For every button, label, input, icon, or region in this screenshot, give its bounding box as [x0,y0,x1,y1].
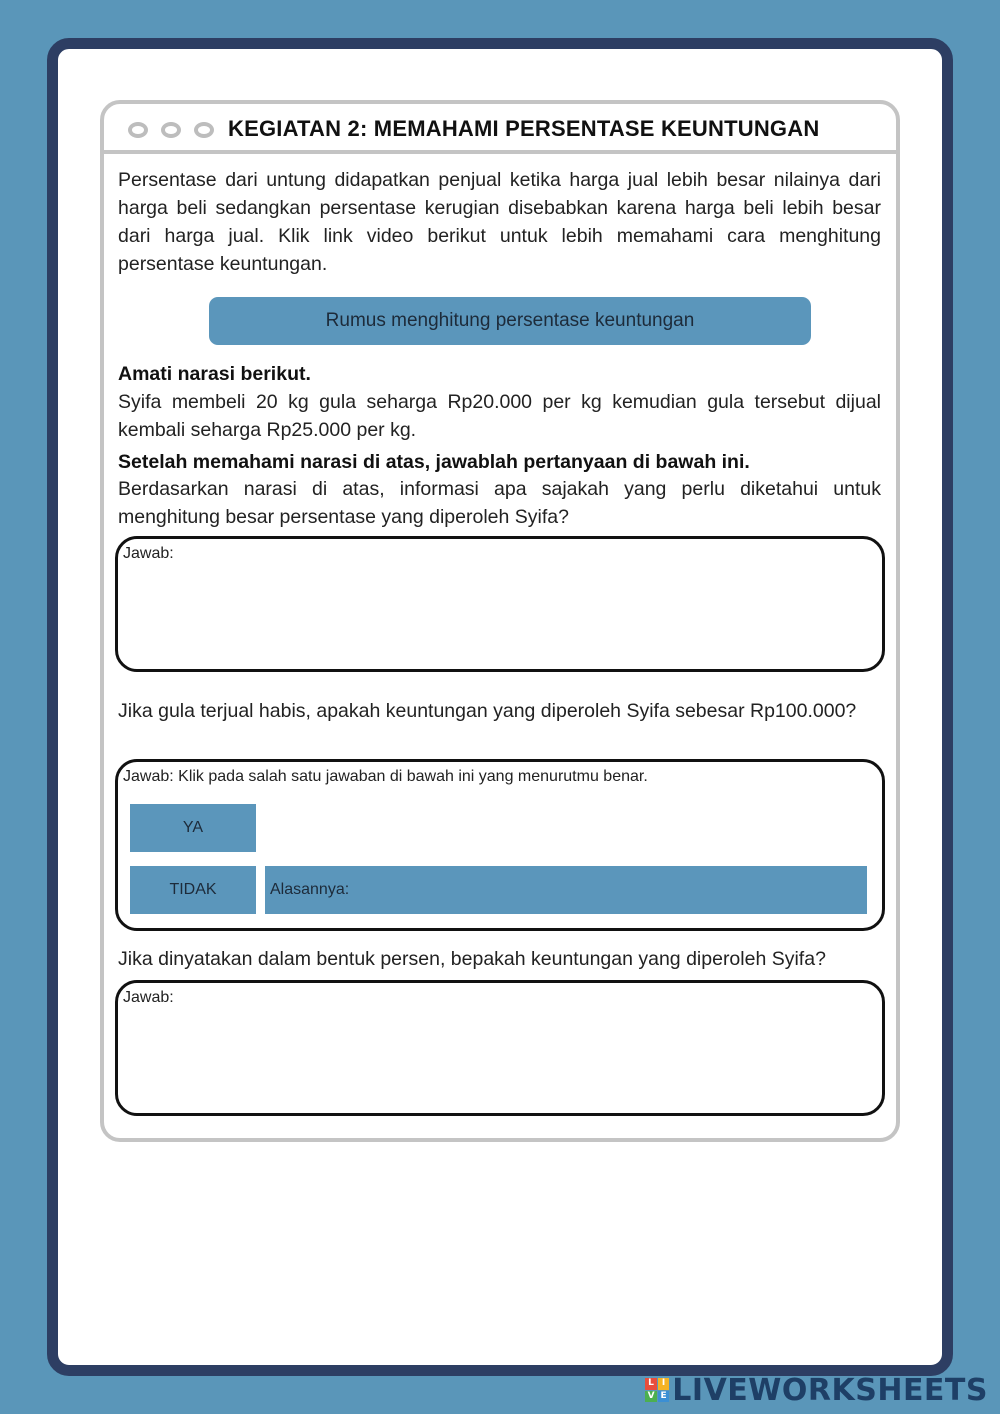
instruction-text: Setelah memahami narasi di atas, jawablah pertanyaan di bawah ini. [118,451,750,473]
narrative-text: Syifa membeli 20 kg gula seharga Rp20.000 per kg kemudian gula tersebut dijual kembali seharga Rp25.000 per kg. [118,391,881,441]
logo-letter: E [658,1391,670,1403]
narrative-heading: Amati narasi berikut. [118,363,311,385]
brand-name: LIVEWORKSHEETS [672,1372,988,1408]
intro-paragraph: Persentase dari untung didapatkan penjual ketika harga jual lebih besar nilainya dari harga beli sedangkan persentase kerugian disebabkan karena harga beli lebih besar dari harga jual. Klik link video berikut untuk lebih memahami cara menghitung persentase keuntungan. [118,169,881,275]
window-dot-icon [161,122,181,138]
answer-label: Jawab: [123,989,174,1006]
activity-title: KEGIATAN 2: MEMAHAMI PERSENTASE KEUNTUNGAN [228,116,820,141]
logo-letter: V [645,1391,657,1403]
question-3-text: Jika dinyatakan dalam bentuk persen, bepakah keuntungan yang diperoleh Syifa? [118,948,826,970]
reason-input[interactable]: Alasannya: [265,866,867,914]
answer-box-3[interactable] [115,980,885,1116]
window-titlebar [104,104,896,154]
question-1-text: Berdasarkan narasi di atas, informasi apa sajakah yang perlu diketahui untuk menghitung besar persentase yang diperoleh Syifa? [118,478,881,528]
answer-label: Jawab: [123,545,174,562]
video-link-button[interactable]: Rumus menghitung persentase keuntungan [209,297,811,345]
answer-label: Jawab: Klik pada salah satu jawaban di bawah ini yang menurutmu benar. [123,768,648,785]
logo-letter: I [658,1378,670,1390]
liveworksheets-brand [645,1372,988,1408]
window-dot-icon [128,122,148,138]
window-dot-icon [194,122,214,138]
choice-tidak-button[interactable]: TIDAK [130,866,256,914]
logo-letter: L [645,1378,657,1390]
question-2-text: Jika gula terjual habis, apakah keuntungan yang diperoleh Syifa sebesar Rp100.000? [118,700,857,722]
liveworksheets-logo-icon [645,1378,669,1402]
choice-ya-button[interactable]: YA [130,804,256,852]
answer-box-1[interactable] [115,536,885,672]
